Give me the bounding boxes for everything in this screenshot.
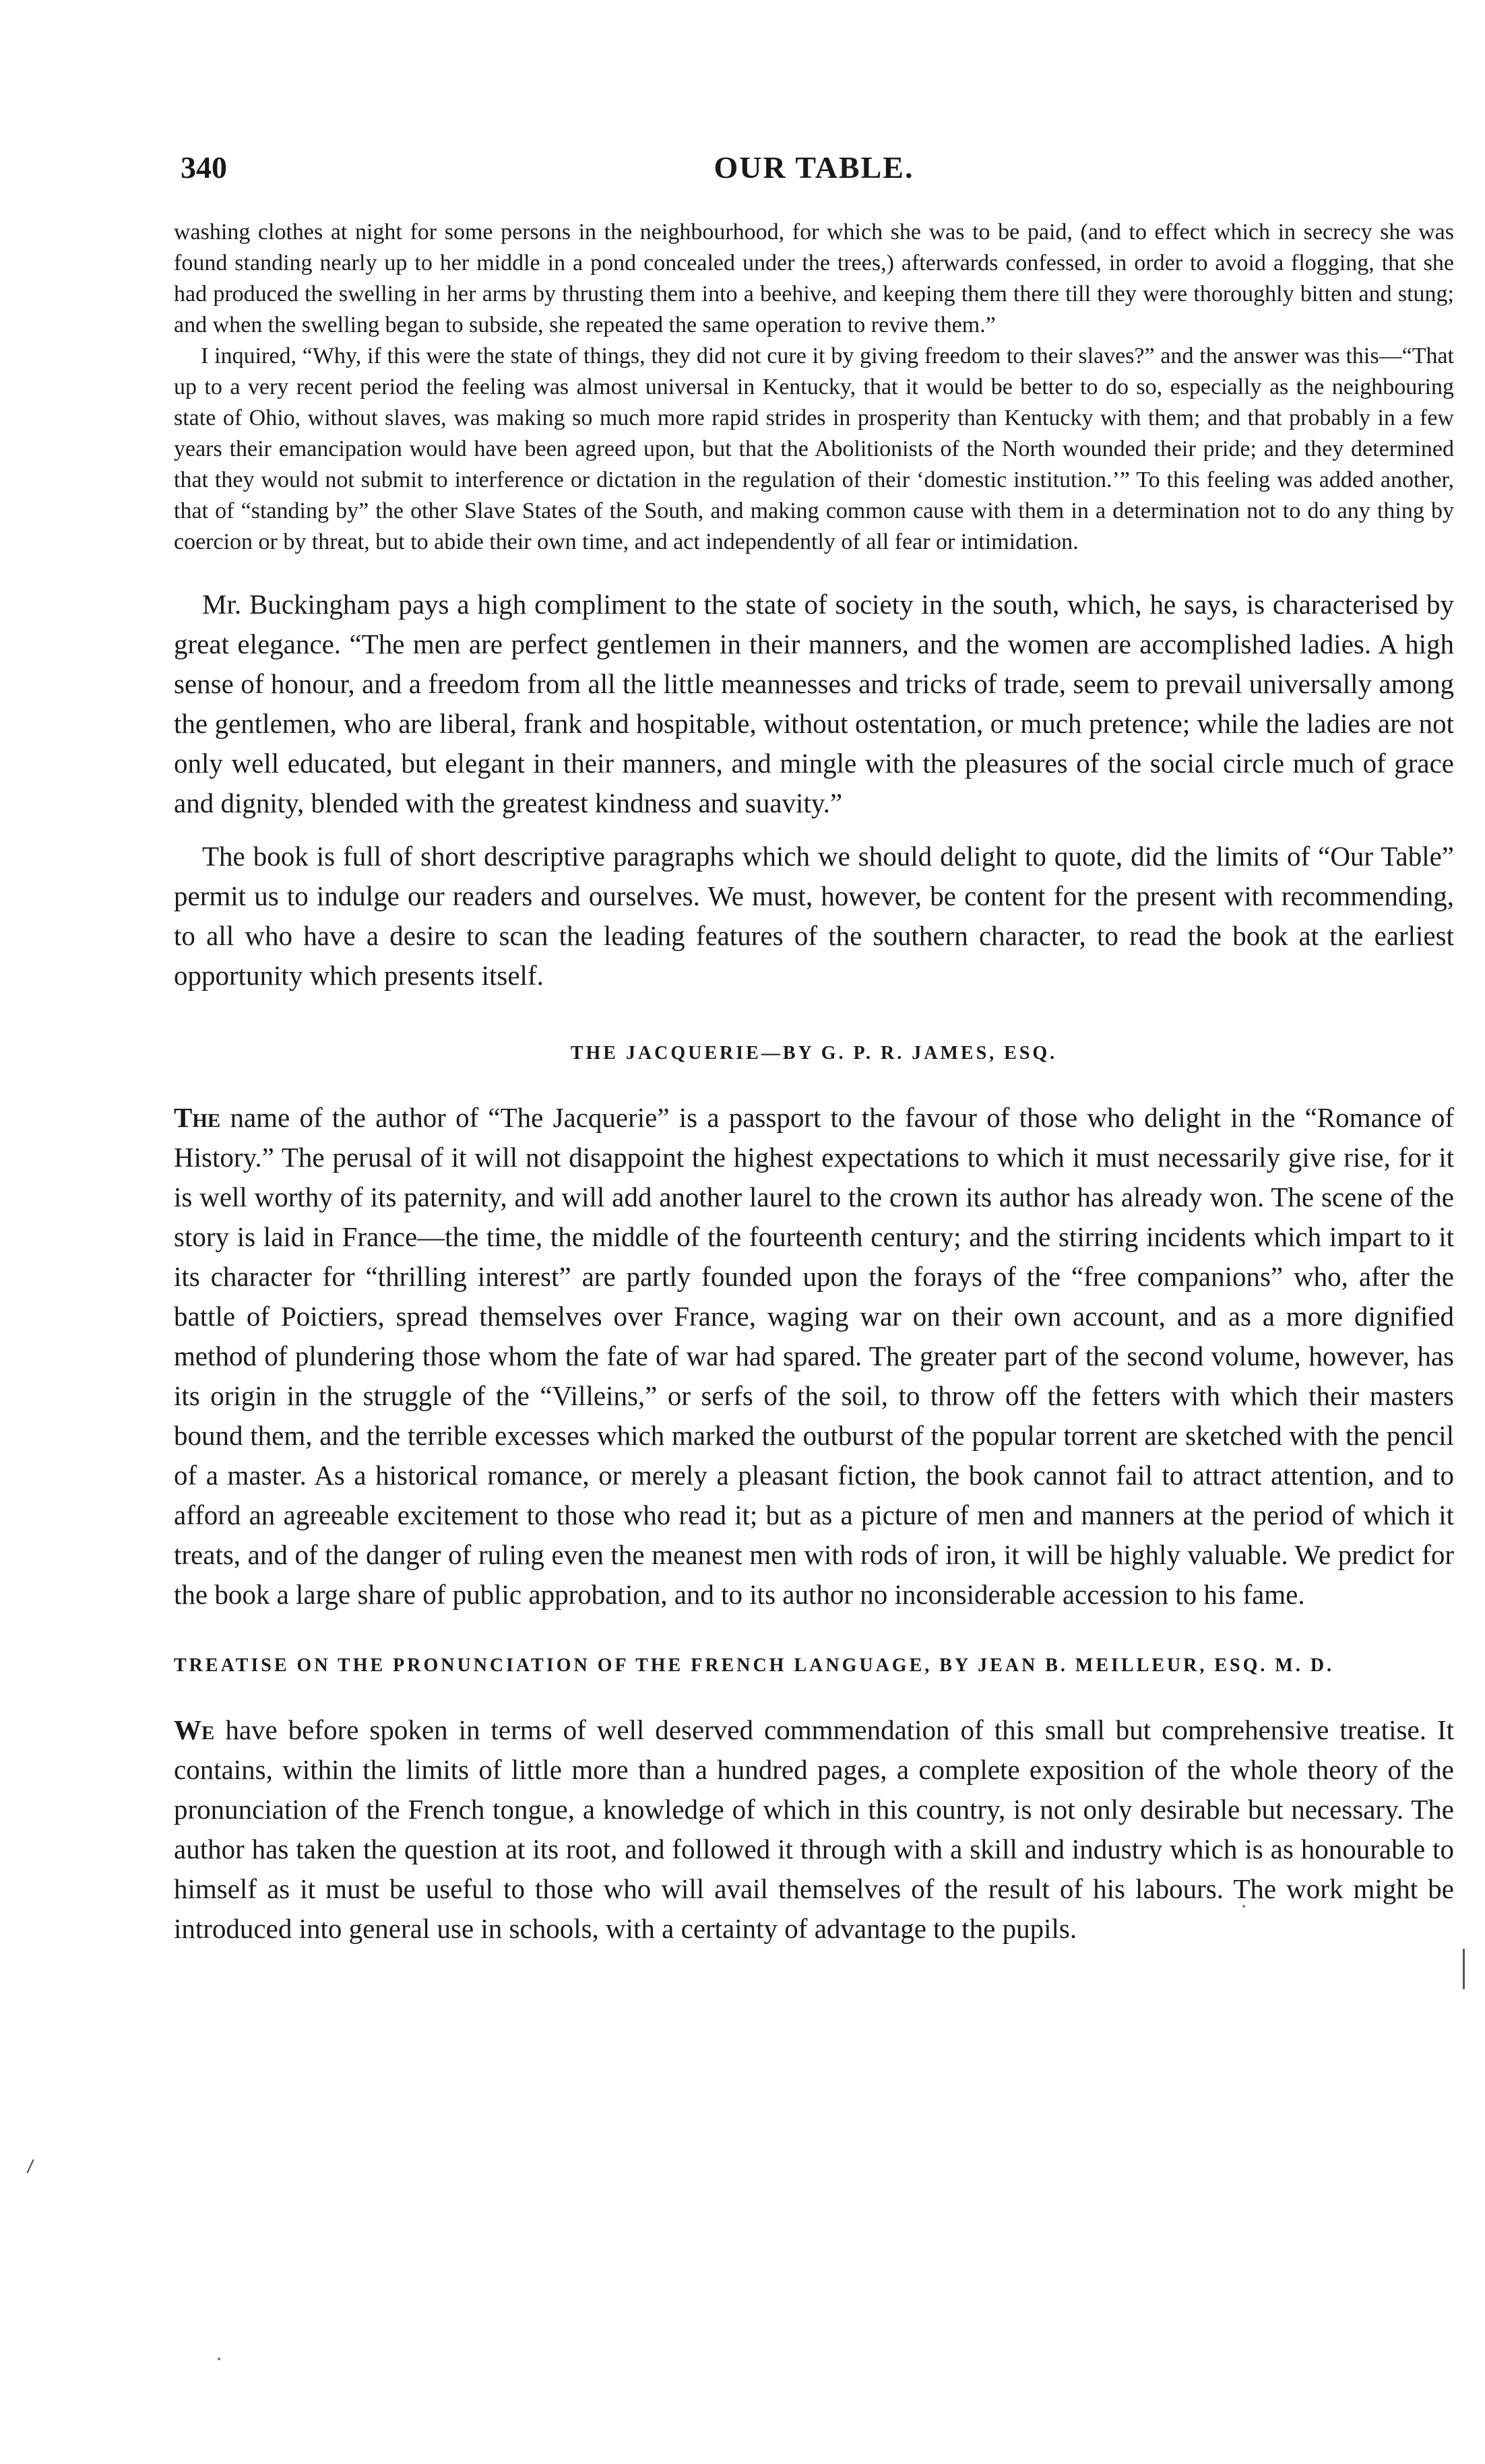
quote-paragraph-2: I inquired, “Why, if this were the state of things, they did not cure it by giving freedom to their slaves?” and the answer was this—“That up to a very recent period the feeling was almost universal in Kentucky, that it would be better to do so, especially as the neighbouring state of Ohio, without slaves, was making so much more rapid strides in prosperity than Kentucky with them; and that probably in a few years their emancipation would have been agreed upon, but that the Abolitionists of the North wounded their pride; and they determined that they would not submit to interference or dictation in the regulation of their ‘domestic institution.’” To this feeling was added another, that of “standing by” the other Slave States of the South, and making common cause with them in a determination not to do any thing by coercion or by threat, but to abide their own time, and act independently of all fear or intimidation.	[174, 344, 1454, 554]
jacquerie-section-title: THE JACQUERIE—BY G. P. R. JAMES, ESQ.	[570, 1043, 1058, 1064]
quoted-extract	[174, 217, 1454, 558]
margin-vertical-mark	[1463, 1949, 1465, 1989]
treatise-lead-word: We	[174, 1714, 215, 1745]
treatise-text: have before spoken in terms of well deserved commmendation of this small but comprehensive treatise. It contains, within the limits of little more than a hundred pages, a complete exposition of the whole theory of the pronunciation of the French tongue, a knowledge of which in this country, is not only desirable but necessary. The author has taken the question at its root, and followed it through with a skill and industry which is as honourable to himself as it must be useful to those who will avail themselves of the result of his labours. The work might be introduced into general use in schools, with a certainty of advantage to the pupils.	[174, 1714, 1454, 1944]
buckingham-paragraph-1: Mr. Buckingham pays a high compliment to the state of society in the south, which, he says, is characterised by great elegance. “The men are perfect gentlemen in their manners, and the women are accomplished ladies. A high sense of honour, and a freedom from all the little meannesses and tricks of trade, seem to prevail universally among the gentlemen, who are liberal, frank and hospitable, without ostentation, or much pretence; while the ladies are not only well educated, but elegant in their manners, and mingle with the pleasures of the social circle much of grace and dignity, blended with the greatest kindness and suavity.”	[174, 589, 1454, 818]
page-number: 340	[181, 150, 227, 185]
treatise-section-title: TREATISE ON THE PRONUNCIATION OF THE FRENCH LANGUAGE, BY JEAN B. MEILLEUR, ESQ. M. D.	[174, 1655, 1335, 1676]
margin-pencil-mark	[26, 2160, 34, 2174]
jacquerie-section-body	[174, 1098, 1454, 1615]
jacquerie-lead-word: The	[174, 1102, 221, 1133]
quote-paragraph-1: washing clothes at night for some persons in the neighbourhood, for which she was to be paid, (and to effect which in secrecy she was found standing nearly up to her middle in a pond concealed under the trees,) afterwards confessed, in order to avoid a flogging, that she had produced the swelling in her arms by thrusting them into a beehive, and keeping them there till they were thoroughly bitten and stung; and when the swelling began to subside, she repeated the same operation to revive them.”	[174, 220, 1454, 337]
jacquerie-paragraph	[174, 1098, 1454, 1615]
jacquerie-text: name of the author of “The Jacquerie” is a passport to the favour of those who delight in the “Romance of History.” The perusal of it will not disappoint the highest expectations to which it must necessarily give rise, for it is well worthy of its paternity, and will add another laurel to the crown its author has already won. The scene of the story is laid in France—the time, the middle of the fourteenth century; and the stirring incidents which impart to it its character for “thrilling interest” are partly founded upon the forays of the “free companions” who, after the battle of Poictiers, spread themselves over France, waging war on their own account, and as a more dignified method of plundering those whom the fate of war had spared. The greater part of the second volume, however, has its origin in the struggle of the “Villeins,” or serfs of the soil, to throw off the fetters with which their masters bound them, and the terrible excesses which marked the outburst of the popular torrent are sketched with the pencil of a master. As a historical romance, or merely a pleasant fiction, the book cannot fail to attract attention, and to afford an agreeable excitement to those who read it; but as a picture of men and manners at the period of which it treats, and of the danger of ruling even the meanest men with rods of iron, it will be highly valuable. We predict for the book a large share of public approbation, and to its author no inconsiderable accession to his fame.	[174, 1102, 1454, 1610]
speck-mark	[218, 2358, 220, 2360]
page-header	[181, 150, 1447, 197]
page-content	[174, 217, 1454, 1949]
treatise-paragraph	[174, 1710, 1454, 1949]
speck-mark	[1242, 1905, 1245, 1908]
treatise-section-body	[174, 1710, 1454, 1949]
buckingham-paragraph-2: The book is full of short descriptive paragraphs which we should delight to quote, did the limits of “Our Table” permit us to indulge our readers and ourselves. We must, however, be content for the present with recommending, to all who have a desire to scan the leading features of the southern character, to read the book at the earliest opportunity which presents itself.	[174, 841, 1454, 991]
running-head: OUR TABLE.	[714, 150, 914, 185]
